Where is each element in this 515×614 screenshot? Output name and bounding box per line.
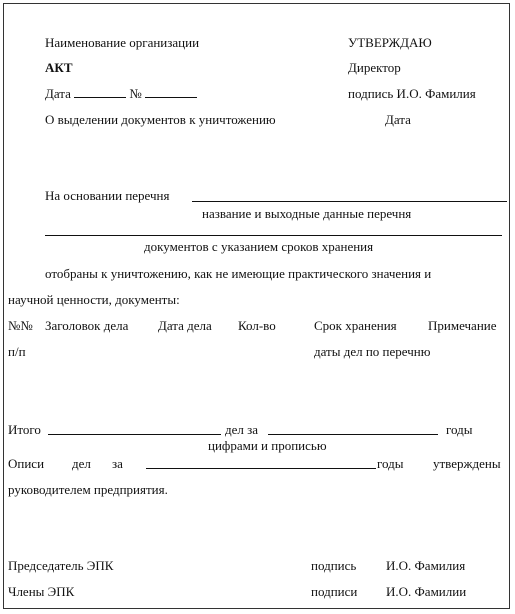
- director-label: Директор: [348, 60, 401, 75]
- opisi-label: Описи: [8, 456, 45, 471]
- basis-paragraph-line-1: отобраны к уничтожению, как не имеющие практического значения и: [45, 266, 432, 281]
- approve-date: Дата: [385, 112, 411, 127]
- chairman-signature: подпись: [311, 558, 357, 573]
- date-number-line: [45, 86, 197, 101]
- organization-name: Наименование организации: [45, 35, 200, 50]
- col-number-2: п/п: [8, 344, 26, 359]
- act-title: АКТ: [45, 60, 73, 75]
- basis-lead: На основании перечня: [45, 188, 170, 203]
- col-title: Заголовок дела: [45, 318, 129, 333]
- col-quantity: Кол-во: [238, 318, 276, 333]
- col-number: №№: [8, 318, 33, 333]
- gody-approved-label: годы: [377, 456, 404, 471]
- date-label: Дата: [45, 86, 71, 101]
- basis-caption-1: название и выходные данные перечня: [202, 206, 412, 221]
- date-blank: [74, 86, 126, 98]
- basis-blank-2: [45, 235, 502, 236]
- years-blank: [268, 434, 438, 435]
- act-subject: О выделении документов к уничтожению: [45, 112, 276, 127]
- col-note: Примечание: [428, 318, 497, 333]
- col-storage: Срок хранения: [314, 318, 397, 333]
- members-label: Члены ЭПК: [8, 584, 75, 599]
- totals-caption: цифрами и прописью: [208, 438, 327, 453]
- utverzhdeny-label: утверждены: [433, 456, 501, 471]
- members-signatures: подписи: [311, 584, 358, 599]
- itogo-label: Итого: [8, 422, 41, 437]
- chairman-label: Председатель ЭПК: [8, 558, 114, 573]
- director-signature: подпись И.О. Фамилия: [348, 86, 476, 101]
- itogo-blank: [48, 434, 221, 435]
- del-za-label: дел за: [225, 422, 259, 437]
- del-label: дел: [72, 456, 91, 471]
- number-blank: [145, 86, 197, 98]
- opisi-blank: [146, 468, 376, 469]
- gody-label: годы: [446, 422, 473, 437]
- members-names: И.О. Фамилии: [386, 584, 467, 599]
- basis-blank-1: [192, 201, 507, 202]
- number-label: №: [129, 86, 142, 101]
- col-date: Дата дела: [158, 318, 212, 333]
- approve-heading: УТВЕРЖДАЮ: [348, 35, 432, 50]
- rukovoditel-label: руководителем предприятия.: [8, 482, 168, 497]
- basis-caption-2: документов с указанием сроков хранения: [144, 239, 374, 254]
- chairman-name: И.О. Фамилия: [386, 558, 466, 573]
- col-storage-2: даты дел по перечню: [314, 344, 431, 359]
- za-label: за: [112, 456, 123, 471]
- basis-paragraph-line-2: научной ценности, документы:: [8, 292, 180, 307]
